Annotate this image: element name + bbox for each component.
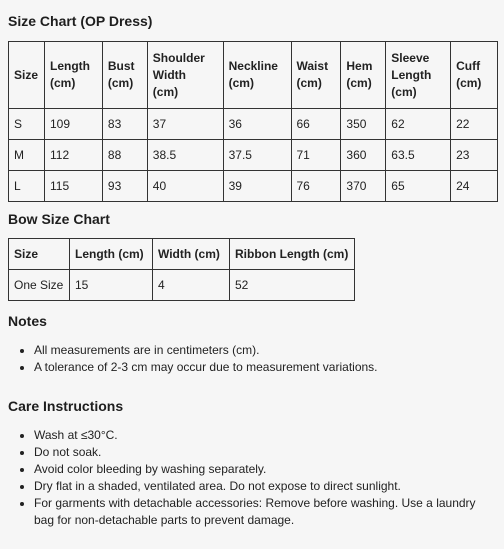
header-line: Shoulder: [152, 50, 205, 65]
size-chart-header-cell: [102, 42, 147, 109]
size-chart-header-cell: [451, 42, 498, 109]
header-line: (cm): [107, 76, 134, 90]
header-line: (cm): [391, 84, 417, 99]
table-cell: 22: [451, 109, 498, 140]
table-cell: 88: [102, 140, 147, 171]
header-line: Size: [14, 67, 39, 82]
bow-chart-header-cell: Size: [9, 239, 70, 270]
header-line: Length: [49, 59, 90, 73]
header-line: Sleeve: [391, 50, 430, 65]
table-cell: 23: [451, 140, 498, 171]
table-cell: 52: [230, 270, 355, 301]
header-line: (cm): [49, 76, 76, 90]
header-line: Cuff: [456, 59, 481, 73]
table-row: [9, 140, 498, 171]
table-cell: 360: [341, 140, 386, 171]
table-row: [9, 270, 355, 301]
size-chart-table: [8, 41, 498, 202]
bow-chart-header-row: [9, 239, 355, 270]
table-cell: 115: [44, 171, 102, 202]
size-chart-header-cell: [386, 42, 451, 109]
table-row: [9, 171, 498, 202]
table-cell: 71: [291, 140, 341, 171]
list-item: Avoid color bleeding by washing separately.: [8, 461, 498, 478]
header-line: (cm): [296, 76, 322, 90]
table-row: [9, 109, 498, 140]
table-cell: L: [9, 171, 45, 202]
header-line: Width: [152, 67, 186, 82]
table-cell: 65: [386, 171, 451, 202]
table-cell: 76: [291, 171, 341, 202]
header-line: Neckline: [228, 59, 278, 73]
size-chart-header-row: [9, 42, 498, 109]
table-cell: 370: [341, 171, 386, 202]
table-cell: 93: [102, 171, 147, 202]
bow-chart-title: Bow Size Chart: [8, 211, 110, 227]
list-item: A tolerance of 2-3 cm may occur due to measurement variations.: [8, 359, 498, 376]
table-cell: 37: [147, 109, 223, 140]
table-cell: 63.5: [386, 140, 451, 171]
table-cell: 350: [341, 109, 386, 140]
care-instructions-title: Care Instructions: [8, 398, 124, 414]
table-cell: One Size: [9, 270, 70, 301]
table-cell: S: [9, 109, 45, 140]
table-cell: 4: [153, 270, 230, 301]
list-item: Wash at ≤30°C.: [8, 427, 498, 444]
table-cell: 83: [102, 109, 147, 140]
table-cell: 112: [44, 140, 102, 171]
table-cell: 37.5: [223, 140, 291, 171]
bow-chart-header-cell: Length (cm): [70, 239, 153, 270]
list-item: Do not soak.: [8, 444, 498, 461]
table-cell: 15: [70, 270, 153, 301]
header-line: Bust: [107, 59, 135, 73]
notes-list: [8, 342, 498, 376]
list-item: All measurements are in centimeters (cm).: [8, 342, 498, 359]
header-line: Length: [391, 67, 432, 82]
table-cell: 109: [44, 109, 102, 140]
table-cell: 40: [147, 171, 223, 202]
header-line: (cm): [228, 76, 254, 90]
header-line: (cm): [152, 84, 179, 99]
header-line: Hem: [346, 59, 373, 73]
bow-chart-header-cell: Ribbon Length (cm): [230, 239, 355, 270]
table-cell: M: [9, 140, 45, 171]
table-cell: 66: [291, 109, 341, 140]
size-chart-header-cell: [9, 42, 45, 109]
table-cell: 38.5: [147, 140, 223, 171]
list-item: Dry flat in a shaded, ventilated area. Do not expose to direct sunlight.: [8, 478, 498, 495]
header-line: Waist: [296, 59, 329, 73]
bow-chart-header-cell: Width (cm): [153, 239, 230, 270]
list-item: For garments with detachable accessories: Remove before washing. Use a laundry bag for non-detachable parts to prevent damage.: [8, 495, 498, 528]
size-chart-header-cell: [147, 42, 223, 109]
header-line: (cm): [456, 76, 482, 90]
table-cell: 39: [223, 171, 291, 202]
size-chart-header-cell: [341, 42, 386, 109]
size-chart-header-cell: [291, 42, 341, 109]
size-chart-title: Size Chart (OP Dress): [8, 13, 153, 29]
size-chart-header-cell: [223, 42, 291, 109]
notes-title: Notes: [8, 313, 47, 329]
size-chart-header-cell: [44, 42, 102, 109]
table-cell: 24: [451, 171, 498, 202]
table-cell: 62: [386, 109, 451, 140]
header-line: (cm): [346, 76, 372, 90]
bow-chart-table: [8, 238, 355, 301]
table-cell: 36: [223, 109, 291, 140]
care-instructions-list: [8, 427, 498, 529]
